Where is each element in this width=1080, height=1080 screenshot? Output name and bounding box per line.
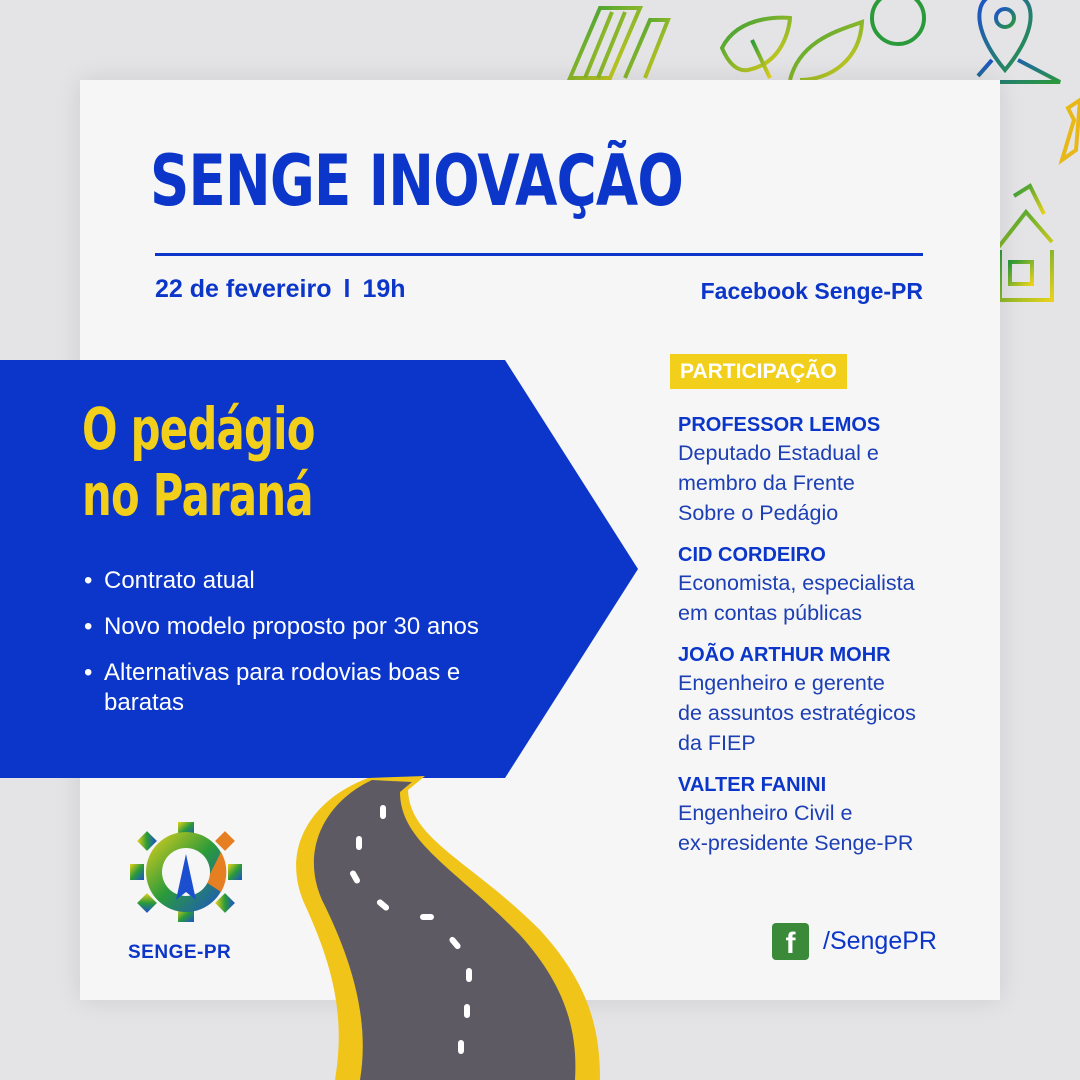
senge-logo bbox=[126, 822, 246, 922]
event-time: 19h bbox=[362, 275, 406, 303]
participants-list bbox=[678, 412, 978, 872]
event-date: 22 de fevereiro bbox=[155, 275, 332, 303]
participant bbox=[678, 772, 978, 858]
topic-title-line2: no Paraná bbox=[82, 461, 313, 529]
event-title: SENGE INOVAÇÃO bbox=[150, 140, 684, 222]
social-link[interactable] bbox=[772, 923, 937, 960]
participant-role: Engenheiro Civil e ex-presidente Senge-PR bbox=[678, 801, 914, 855]
facebook-icon: f bbox=[772, 923, 809, 960]
event-venue: Facebook Senge-PR bbox=[700, 278, 923, 304]
bullet: • bbox=[84, 659, 93, 686]
participant bbox=[678, 542, 978, 628]
event-date-time bbox=[155, 275, 406, 304]
participant-name: CID CORDEIRO bbox=[678, 544, 826, 566]
topic-item-text: Alternativas para rodovias boas e baratas bbox=[104, 659, 461, 716]
title-divider bbox=[155, 253, 923, 256]
social-handle[interactable]: /SengePR bbox=[823, 927, 937, 955]
lightning-icon bbox=[1062, 100, 1080, 160]
topic-item-text: Novo modelo proposto por 30 anos bbox=[104, 613, 479, 640]
topic-title bbox=[82, 396, 315, 528]
participant-name: PROFESSOR LEMOS bbox=[678, 414, 881, 436]
participant-role: Deputado Estadual e membro da Frente Sobre o Pedágio bbox=[678, 441, 879, 525]
participant bbox=[678, 642, 978, 758]
topic-list bbox=[84, 566, 524, 734]
pencil-icon bbox=[570, 8, 668, 78]
participation-badge: PARTICIPAÇÃO bbox=[670, 354, 847, 389]
participant-role: Engenheiro e gerente de assuntos estratégicos da FIEP bbox=[678, 671, 916, 755]
participant-role: Economista, especialista em contas públicas bbox=[678, 571, 915, 625]
topic-item bbox=[84, 658, 524, 718]
participant-name: VALTER FANINI bbox=[678, 774, 827, 796]
bullet: • bbox=[84, 613, 93, 640]
logo-text: SENGE-PR bbox=[128, 942, 232, 963]
topic-item bbox=[84, 566, 524, 596]
participant-name: JOÃO ARTHUR MOHR bbox=[678, 644, 891, 666]
drop-icon bbox=[872, 0, 924, 44]
participant bbox=[678, 412, 978, 528]
map-pin-icon bbox=[978, 0, 1060, 82]
topic-title-line1: O pedágio bbox=[82, 395, 315, 463]
leaf-icon bbox=[722, 18, 862, 80]
topic-item-text: Contrato atual bbox=[104, 567, 255, 594]
topic-item bbox=[84, 612, 524, 642]
date-separator: l bbox=[343, 275, 351, 303]
bullet: • bbox=[84, 567, 93, 594]
